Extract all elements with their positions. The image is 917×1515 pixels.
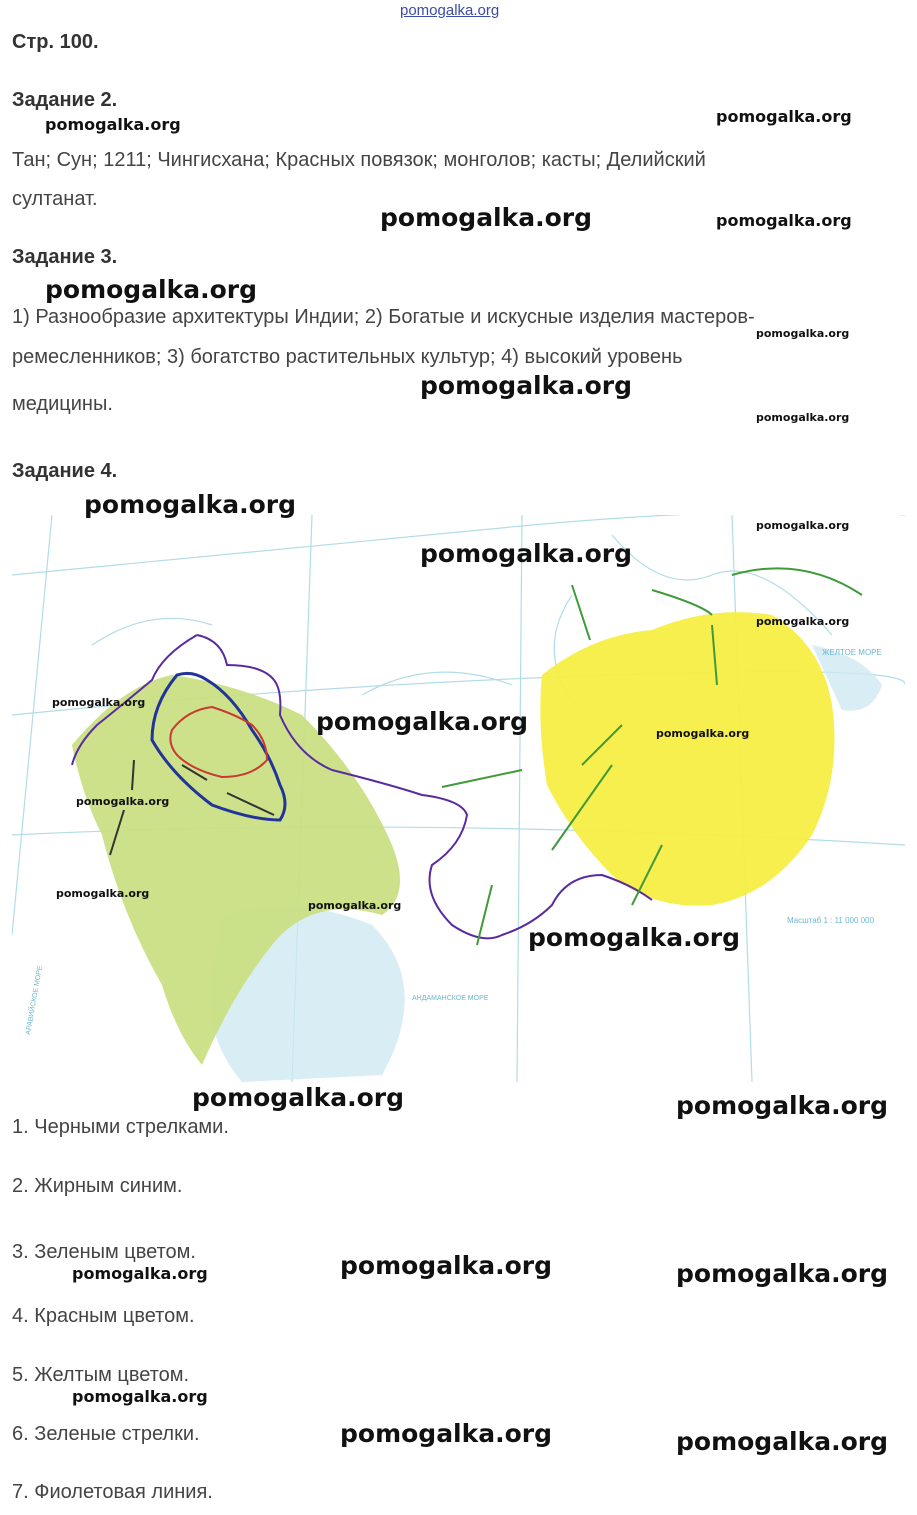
task4-item-3: 3. Зеленым цветом. xyxy=(12,1241,196,1263)
page-reference: Стр. 100. xyxy=(12,31,99,53)
task4-item-1: 1. Черными стрелками. xyxy=(12,1116,229,1138)
watermark: pomogalka.org xyxy=(84,490,297,519)
watermark: pomogalka.org xyxy=(420,539,633,568)
task4-item-2: 2. Жирным синим. xyxy=(12,1175,183,1197)
watermark: pomogalka.org xyxy=(676,1259,889,1288)
task2-heading: Задание 2. xyxy=(12,89,118,111)
task4-item-5: 5. Желтым цветом. xyxy=(12,1364,190,1386)
watermark: pomogalka.org xyxy=(340,1419,553,1448)
watermark: pomogalka.org xyxy=(52,696,146,709)
task3-answer-line3: медицины. xyxy=(12,393,113,415)
watermark: pomogalka.org xyxy=(316,707,529,736)
task4-heading: Задание 4. xyxy=(12,460,118,482)
watermark: pomogalka.org xyxy=(56,887,150,900)
yellow-sea-label: ЖЕЛТОЕ МОРЕ xyxy=(822,648,882,657)
watermark: pomogalka.org xyxy=(756,411,850,424)
watermark: pomogalka.org xyxy=(45,275,258,304)
watermark: pomogalka.org xyxy=(308,899,402,912)
watermark: pomogalka.org xyxy=(656,727,750,740)
watermark: pomogalka.org xyxy=(72,1264,208,1283)
watermark: pomogalka.org xyxy=(716,211,852,230)
watermark: pomogalka.org xyxy=(76,795,170,808)
watermark: pomogalka.org xyxy=(716,107,852,126)
task3-answer-line2: ремесленников; 3) богатство растительных культур; 4) высокий уровень xyxy=(12,346,683,368)
task3-heading: Задание 3. xyxy=(12,246,118,268)
task4-item-4: 4. Красным цветом. xyxy=(12,1305,195,1327)
china-yellow-area xyxy=(540,612,834,905)
header-watermark-link[interactable]: pomogalka.org xyxy=(400,2,500,19)
watermark: pomogalka.org xyxy=(380,203,593,232)
watermark: pomogalka.org xyxy=(192,1083,405,1112)
task4-item-6: 6. Зеленые стрелки. xyxy=(12,1423,200,1445)
andaman-sea-label: АНДАМАНСКОЕ МОРЕ xyxy=(412,995,489,1002)
watermark: pomogalka.org xyxy=(340,1251,553,1280)
task2-answer-line1: Тан; Сун; 1211; Чингисхана; Красных повязок; монголов; касты; Делийский xyxy=(12,149,706,171)
task4-item-7: 7. Фиолетовая линия. xyxy=(12,1481,213,1503)
scale-label: Масштаб 1 : 11 000 000 xyxy=(787,916,875,925)
task3-answer-line1: 1) Разнообразие архитектуры Индии; 2) Богатые и искусные изделия мастеров- xyxy=(12,306,755,328)
watermark: pomogalka.org xyxy=(45,115,181,134)
watermark: pomogalka.org xyxy=(756,519,850,532)
watermark: pomogalka.org xyxy=(528,923,741,952)
task2-answer-line2: султанат. xyxy=(12,188,98,210)
watermark: pomogalka.org xyxy=(756,327,850,340)
watermark: pomogalka.org xyxy=(676,1427,889,1456)
arabian-sea-label: АРАВИЙСКОЕ МОРЕ xyxy=(25,965,45,1036)
watermark: pomogalka.org xyxy=(756,615,850,628)
watermark: pomogalka.org xyxy=(72,1387,208,1406)
watermark: pomogalka.org xyxy=(676,1091,889,1120)
watermark: pomogalka.org xyxy=(420,371,633,400)
